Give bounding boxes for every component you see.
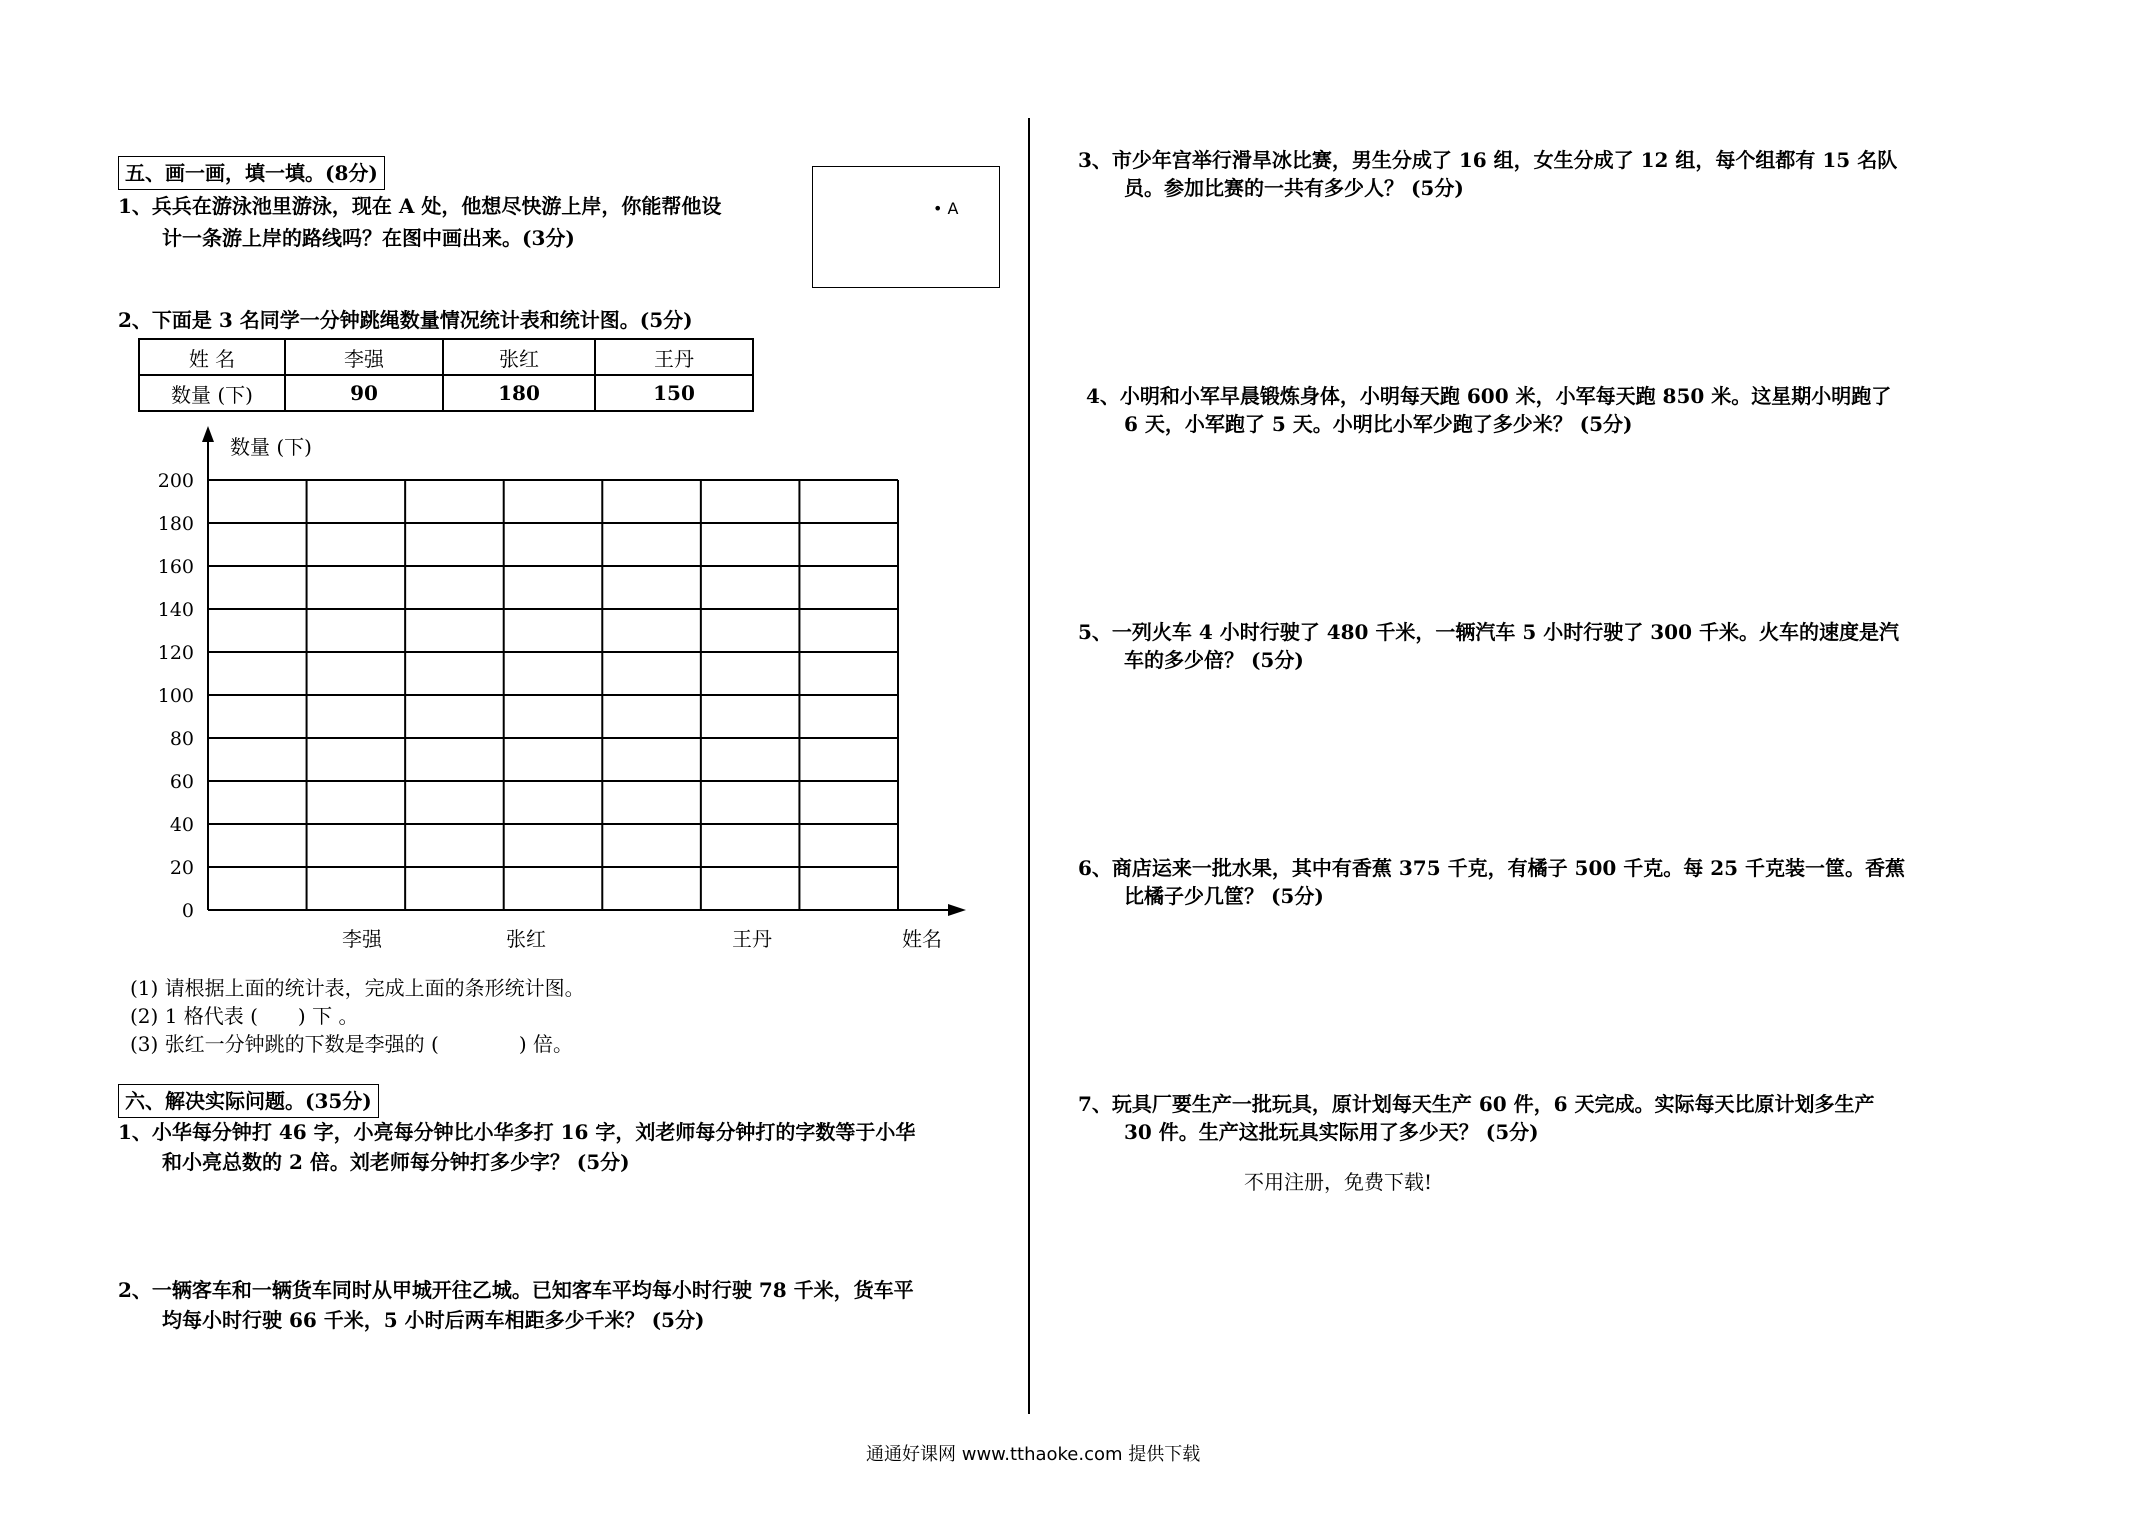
x-category-label: 王丹 <box>732 927 772 950</box>
q6-1-line2: 和小亮总数的 2 倍。刘老师每分钟打多少字？ (5分) <box>162 1150 630 1174</box>
x-axis-label: 姓名 <box>902 927 942 950</box>
y-tick-label: 140 <box>157 599 194 621</box>
table-cell: 180 <box>443 375 595 411</box>
q6-7-line1: 7、玩具厂要生产一批玩具，原计划每天生产 60 件，6 天完成。实际每天比原计划多生产 <box>1078 1092 1875 1116</box>
bar-chart <box>140 420 980 950</box>
q5-2-text: 2、下面是 3 名同学一分钟跳绳数量情况统计表和统计图。(5分) <box>118 308 693 332</box>
q6-6-line1: 6、商店运来一批水果，其中有香蕉 375 千克，有橘子 500 千克。每 25 千克装一筐。香蕉 <box>1078 856 1906 880</box>
table-cell: 90 <box>285 375 443 411</box>
y-tick-label: 180 <box>157 513 194 535</box>
q6-1-line1: 1、小华每分钟打 46 字，小亮每分钟比小华多打 16 字，刘老师每分钟打的字数等于小华 <box>118 1120 916 1144</box>
y-tick-label: 40 <box>169 814 194 836</box>
jump-rope-table <box>138 338 754 412</box>
y-tick-label: 80 <box>169 728 194 750</box>
q5-2-sub1: (1) 请根据上面的统计表，完成上面的条形统计图。 <box>130 976 585 1000</box>
q5-2-sub3: (3) 张红一分钟跳的下数是李强的 ( ) 倍。 <box>130 1032 574 1056</box>
q6-3-line1: 3、市少年宫举行滑旱冰比赛，男生分成了 16 组，女生分成了 12 组，每个组都有 15 名队 <box>1078 148 1898 172</box>
q6-6-line2: 比橘子少几筐？ (5分) <box>1124 884 1324 908</box>
table-header-cell: 李强 <box>285 339 443 375</box>
section5-title: 五、画一画，填一填。(8分) <box>118 156 385 190</box>
x-axis-arrow <box>948 904 966 916</box>
footer-text: 通通好课网 www.tthaoke.com 提供下载 <box>866 1444 1201 1465</box>
y-tick-label: 60 <box>169 771 194 793</box>
swimming-pool-box <box>812 166 1000 288</box>
column-divider <box>1028 118 1030 1414</box>
q6-5-line1: 5、一列火车 4 小时行驶了 480 千米，一辆汽车 5 小时行驶了 300 千米。火车的速度是汽 <box>1078 620 1899 644</box>
y-axis-arrow <box>202 426 214 442</box>
table-row-label: 数量 (下) <box>139 375 285 411</box>
q5-2-sub2: (2) 1 格代表 ( ) 下 。 <box>130 1004 359 1028</box>
table-header-cell: 张红 <box>443 339 595 375</box>
table-header-row <box>139 339 753 375</box>
q6-7-line2: 30 件。生产这批玩具实际用了多少天？ (5分) <box>1124 1120 1539 1144</box>
q5-1-line1: 1、兵兵在游泳池里游泳，现在 A 处，他想尽快游上岸，你能帮他设 <box>118 194 722 218</box>
y-tick-label: 20 <box>169 857 194 879</box>
table-data-row <box>139 375 753 411</box>
q5-1-line2: 计一条游上岸的路线吗？在图中画出来。(3分) <box>162 226 575 250</box>
q6-2-line2: 均每小时行驶 66 千米，5 小时后两车相距多少千米？ (5分) <box>162 1308 705 1332</box>
point-a-label: • A <box>933 199 959 218</box>
table-header-cell: 姓 名 <box>139 339 285 375</box>
y-tick-label: 160 <box>157 556 194 578</box>
y-axis-label: 数量 (下) <box>230 435 312 459</box>
q6-2-line1: 2、一辆客车和一辆货车同时从甲城开往乙城。已知客车平均每小时行驶 78 千米，货车平 <box>118 1278 914 1302</box>
table-cell: 150 <box>595 375 753 411</box>
table-header-cell: 王丹 <box>595 339 753 375</box>
promo-text: 不用注册，免费下载! <box>1244 1170 1433 1194</box>
section6-title: 六、解决实际问题。(35分) <box>118 1084 379 1118</box>
y-tick-label: 0 <box>181 900 194 922</box>
q6-3-line2: 员。参加比赛的一共有多少人？ (5分) <box>1124 176 1464 200</box>
y-tick-label: 200 <box>157 470 194 492</box>
y-tick-label: 100 <box>157 685 194 707</box>
q6-4-line1: 4、小明和小军早晨锻炼身体，小明每天跑 600 米，小军每天跑 850 米。这星期小明跑了 <box>1086 384 1892 408</box>
q6-4-line2: 6 天，小军跑了 5 天。小明比小军少跑了多少米？ (5分) <box>1124 412 1633 436</box>
x-category-label: 李强 <box>342 927 382 950</box>
x-category-label: 张红 <box>506 927 546 950</box>
q6-5-line2: 车的多少倍？ (5分) <box>1124 648 1304 672</box>
y-tick-label: 120 <box>157 642 194 664</box>
